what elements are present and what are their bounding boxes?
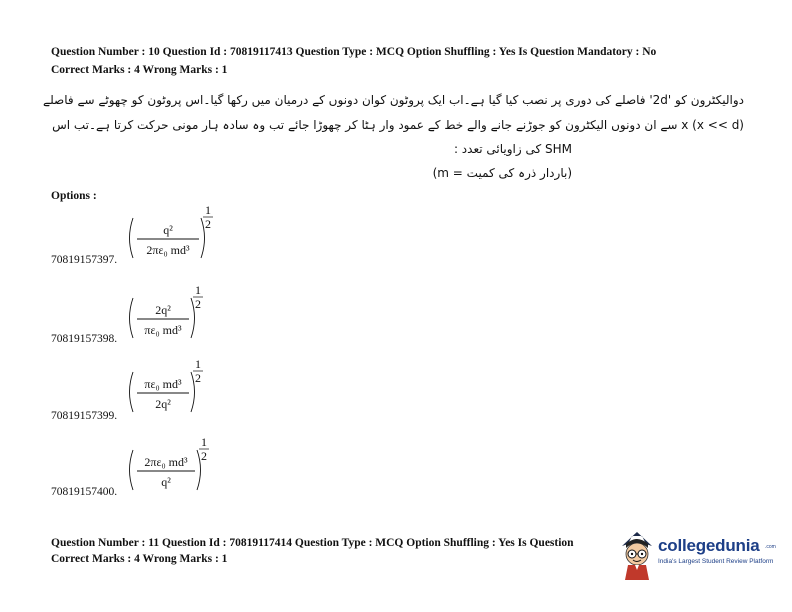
option-1-id[interactable]: 70819157397. [51,254,118,266]
option-2-exp-num: 1 [195,283,201,297]
question-text-line-3: SHM کی زاویائی تعدد : [453,142,572,156]
option-4-exp-num: 1 [201,435,207,449]
option-3-exp-den: 2 [195,371,201,385]
logo-domain-suffix: .com [765,544,776,550]
option-4-formula[interactable] [125,435,215,507]
mascot-icon [618,530,656,582]
option-4-id[interactable]: 70819157400. [51,486,118,498]
question-11-marks: Correct Marks : 4 Wrong Marks : 1 [51,553,228,565]
option-1-numerator: q² [163,223,173,237]
option-2-denominator: πε₀ md³ [144,323,182,337]
option-4-exp-den: 2 [201,449,207,463]
option-4-numerator: 2πε₀ md³ [144,455,188,469]
option-3-denominator: 2q² [155,397,171,411]
option-1-exp-num: 1 [205,203,211,217]
option-2-id[interactable]: 70819157398. [51,333,118,345]
question-10-marks: Correct Marks : 4 Wrong Marks : 1 [51,64,228,76]
option-1-formula[interactable] [125,203,215,275]
question-text-line-2: x (x << d) سے ان دونوں الیکٹرون کو جوڑنے جانے والے خط کے عمود وار ہٹا کر چھوڑا جائے تب وہ سادہ ہار مونی حرکت کرتا ہے۔تب اس [52,118,744,132]
question-10-header: Question Number : 10 Question Id : 70819117413 Question Type : MCQ Option Shuffling : Yes Is Question Mandatory : No [51,46,657,58]
option-2-exp-den: 2 [195,297,201,311]
option-3-id[interactable]: 70819157399. [51,410,118,422]
option-1-exp-den: 2 [205,217,211,231]
collegedunia-logo[interactable] [618,528,778,586]
option-1-denominator: 2πε₀ md³ [146,243,190,257]
option-3-numerator: πε₀ md³ [144,377,182,391]
question-11-header: Question Number : 11 Question Id : 70819117414 Question Type : MCQ Option Shuffling : Yes Is Question [51,537,574,549]
option-2-numerator: 2q² [155,303,171,317]
logo-wordmark: collegedunia [658,536,760,555]
option-2-formula[interactable] [125,283,215,355]
question-text-line-1: دوالیکٹرون کو '2d' فاصلے کی دوری پر نصب کیا گیا ہے۔اب ایک پروٹون کوان دونوں کے درمیان میں رکھا گیا۔اس پروٹون کو چھوٹے سے فاصلے [43,93,744,107]
option-3-formula[interactable] [125,357,215,429]
option-3-exp-num: 1 [195,357,201,371]
question-text-line-4: (باردار ذرہ کی کمیت = m) [432,166,572,180]
option-4-denominator: q² [161,475,171,489]
options-label: Options : [51,190,97,202]
logo-tagline: India's Largest Student Review Platform [658,558,774,565]
